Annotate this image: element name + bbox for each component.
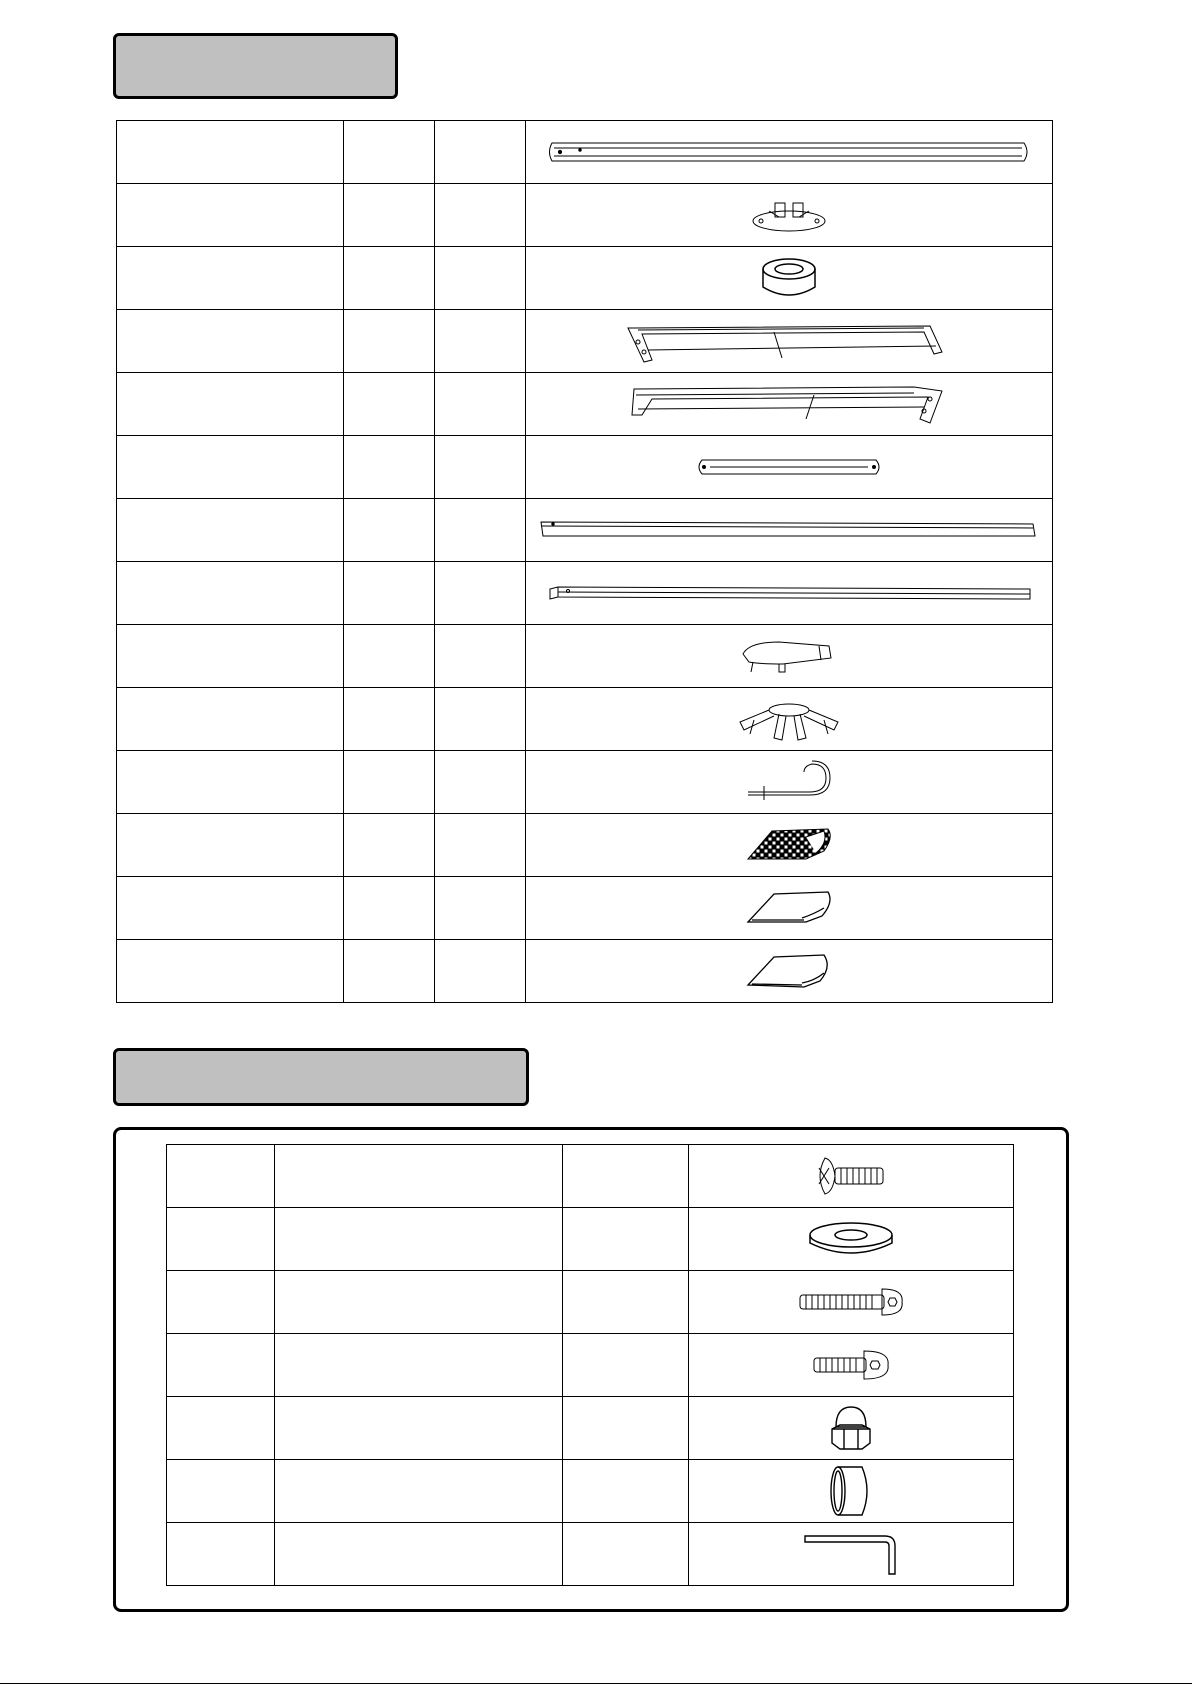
table-row	[117, 562, 1053, 625]
flat-washer-icon	[806, 1219, 896, 1259]
part-code	[435, 877, 526, 940]
frame-rail-left-icon	[624, 316, 954, 366]
table-row	[167, 1460, 1014, 1523]
hardware-code	[167, 1208, 275, 1271]
hardware-name	[275, 1334, 563, 1397]
part-qty	[344, 247, 435, 310]
ring-cap-icon	[759, 253, 819, 303]
part-qty	[344, 688, 435, 751]
part-qty	[344, 121, 435, 184]
part-qty	[344, 310, 435, 373]
hardware-qty	[563, 1208, 689, 1271]
table-row	[117, 247, 1053, 310]
part-name	[117, 688, 344, 751]
table-row	[117, 436, 1053, 499]
table-row	[117, 688, 1053, 751]
part-name	[117, 436, 344, 499]
part-code	[435, 751, 526, 814]
parts-section-label	[113, 33, 398, 99]
fabric-cover-icon	[744, 888, 834, 928]
hardware-name	[275, 1460, 563, 1523]
part-code	[435, 247, 526, 310]
part-name	[117, 247, 344, 310]
part-code	[435, 940, 526, 1003]
table-row	[117, 499, 1053, 562]
parts-table	[116, 120, 1053, 1003]
hook-icon	[744, 760, 834, 804]
part-qty	[344, 562, 435, 625]
flat-bar-icon	[694, 456, 884, 478]
hardware-qty	[563, 1397, 689, 1460]
bracket-cap-icon	[739, 636, 839, 676]
hardware-code	[167, 1523, 275, 1586]
table-row	[167, 1523, 1014, 1586]
hardware-qty	[563, 1334, 689, 1397]
hardware-name	[275, 1208, 563, 1271]
truss-head-screw-icon	[811, 1154, 891, 1198]
part-code	[435, 499, 526, 562]
table-row	[117, 877, 1053, 940]
part-code	[435, 373, 526, 436]
part-code	[435, 184, 526, 247]
long-hex-bolt-icon	[796, 1285, 906, 1319]
part-qty	[344, 499, 435, 562]
sleeve-icon	[826, 1463, 876, 1519]
part-name	[117, 940, 344, 1003]
table-row	[167, 1208, 1014, 1271]
hub-connector-icon	[734, 694, 844, 744]
square-tube-icon	[539, 518, 1039, 542]
page-rule	[0, 1683, 1192, 1684]
hardware-name	[275, 1523, 563, 1586]
hardware-code	[167, 1334, 275, 1397]
base-plate-icon	[749, 193, 829, 237]
part-qty	[344, 184, 435, 247]
table-row	[117, 751, 1053, 814]
table-row	[167, 1334, 1014, 1397]
hardware-code	[167, 1460, 275, 1523]
table-row	[117, 373, 1053, 436]
part-name	[117, 310, 344, 373]
part-name	[117, 877, 344, 940]
hardware-name	[275, 1397, 563, 1460]
table-row	[117, 184, 1053, 247]
part-code	[435, 688, 526, 751]
flat-rail-icon	[544, 583, 1034, 603]
table-row	[117, 121, 1053, 184]
part-code	[435, 121, 526, 184]
hardware-code	[167, 1145, 275, 1208]
hardware-qty	[563, 1523, 689, 1586]
table-row	[167, 1397, 1014, 1460]
hardware-name	[275, 1271, 563, 1334]
hardware-table	[166, 1144, 1014, 1586]
hardware-code	[167, 1271, 275, 1334]
fabric-cover-folded-icon	[744, 951, 834, 991]
part-qty	[344, 814, 435, 877]
hardware-name	[275, 1145, 563, 1208]
part-name	[117, 499, 344, 562]
part-name	[117, 121, 344, 184]
allen-key-icon	[801, 1530, 901, 1578]
part-name	[117, 184, 344, 247]
table-row	[117, 940, 1053, 1003]
part-name	[117, 751, 344, 814]
hardware-qty	[563, 1145, 689, 1208]
short-hex-bolt-icon	[810, 1347, 892, 1383]
part-qty	[344, 751, 435, 814]
part-code	[435, 625, 526, 688]
mesh-panel-icon	[744, 825, 834, 865]
part-code	[435, 436, 526, 499]
frame-rail-right-icon	[624, 379, 954, 429]
long-pole-icon	[544, 137, 1034, 167]
hardware-section-label	[113, 1048, 529, 1106]
part-qty	[344, 877, 435, 940]
part-name	[117, 373, 344, 436]
part-name	[117, 814, 344, 877]
hardware-qty	[563, 1271, 689, 1334]
part-name	[117, 625, 344, 688]
hardware-code	[167, 1397, 275, 1460]
part-name	[117, 562, 344, 625]
part-qty	[344, 940, 435, 1003]
table-row	[117, 814, 1053, 877]
hardware-qty	[563, 1460, 689, 1523]
part-qty	[344, 373, 435, 436]
part-qty	[344, 436, 435, 499]
cap-nut-icon	[826, 1403, 876, 1453]
part-code	[435, 814, 526, 877]
table-row	[117, 625, 1053, 688]
table-row	[167, 1145, 1014, 1208]
table-row	[167, 1271, 1014, 1334]
part-code	[435, 562, 526, 625]
part-code	[435, 310, 526, 373]
table-row	[117, 310, 1053, 373]
part-qty	[344, 625, 435, 688]
